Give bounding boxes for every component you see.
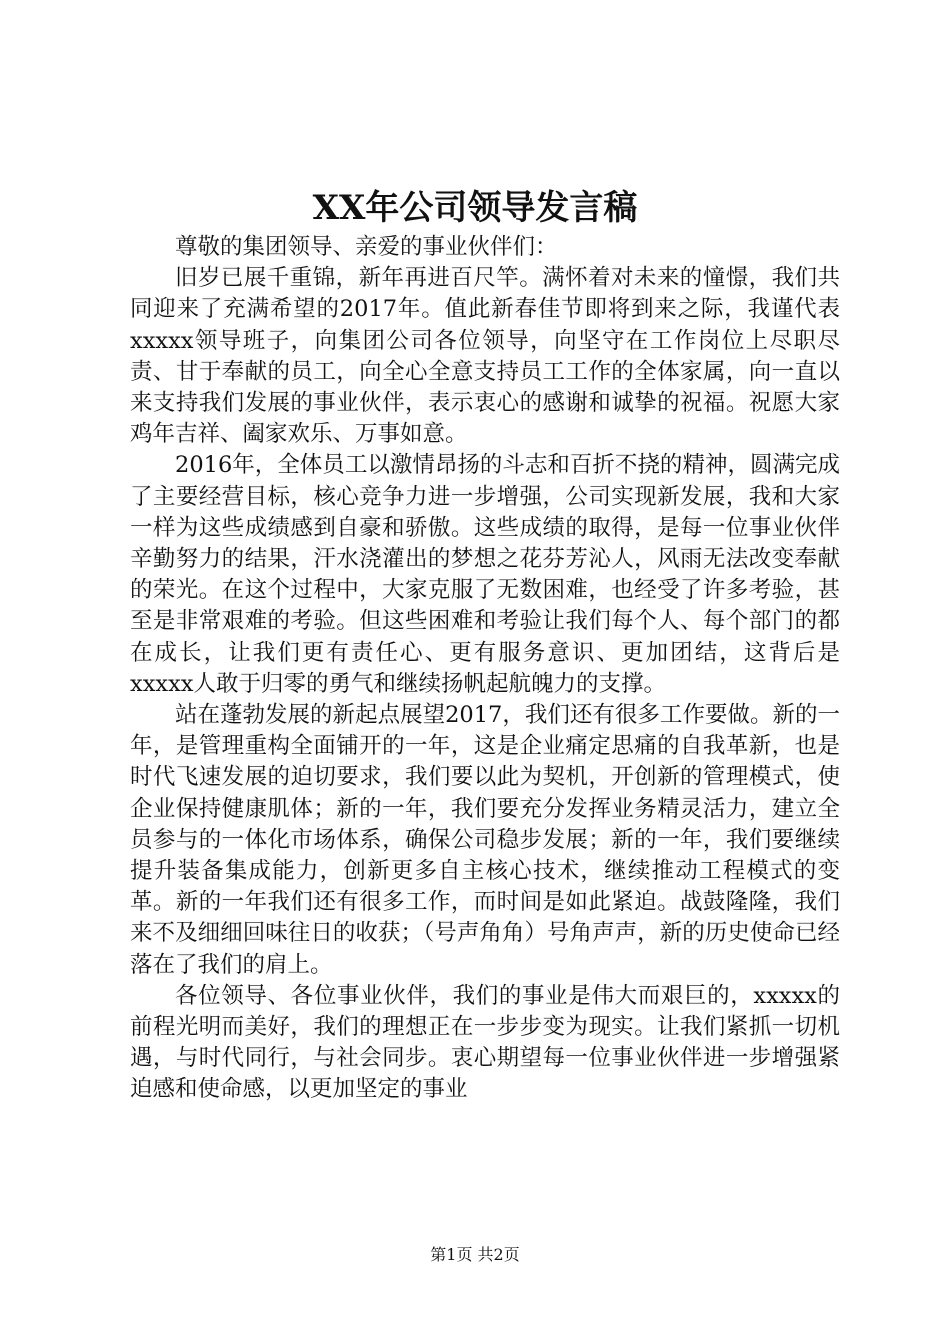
paragraph: 站在蓬勃发展的新起点展望2017，我们还有很多工作要做。新的一年，是管理重构全面铺开的一年，这是企业痛定思痛的自我革新，也是时代飞速发展的迫切要求，我们要以此为契机，开创新的管理模式，使企业保持健康肌体；新的一年，我们要充分发挥业务精灵活力，建立全员参与的一体化市场体系，确保公司稳步发展；新的一年，我们要继续提升装备集成能力，创新更多自主核心技术，继续推动工程模式的变革。新的一年我们还有很多工作，而时间是如此紧迫。战鼓隆隆，我们来不及细细回味往日的收获；（号声角角）号角声声，新的历史使命已经落在了我们的肩上。 xyxy=(130,702,840,978)
paragraph: 旧岁已展千重锦，新年再进百尺竿。满怀着对未来的憧憬，我们共同迎来了充满希望的2017年。值此新春佳节即将到来之际，我谨代表xxxxx领导班子，向集团公司各位领导，向坚守在工作岗位上尽职尽责、甘于奉献的员工，向全心全意支持员工工作的全体家属，向一直以来支持我们发展的事业伙伴，表示衷心的感谢和诚挚的祝福。祝愿大家鸡年吉祥、阖家欢乐、万事如意。 xyxy=(130,265,840,448)
document-title: XX年公司领导发言稿 xyxy=(312,188,638,228)
page-footer xyxy=(0,1244,950,1266)
document-body xyxy=(130,232,840,1106)
paragraph: 2016年，全体员工以激情昂扬的斗志和百折不挠的精神，圆满完成了主要经营目标，核心竞争力进一步增强，公司实现新发展，我和大家一样为这些成绩感到自豪和骄傲。这些成绩的取得，是每一位事业伙伴辛勤努力的结果，汗水浇灌出的梦想之花芬芳沁人，风雨无法改变奉献的荣光。在这个过程中，大家克服了无数困难，也经受了许多考验，甚至是非常艰难的考验。但这些困难和考验让我们每个人、每个部门的都在成长，让我们更有责任心、更有服务意识、更加团结，这背后是xxxxx人敢于归零的勇气和继续扬帆起航魄力的支撑。 xyxy=(130,452,840,697)
paragraph: 各位领导、各位事业伙伴，我们的事业是伟大而艰巨的，xxxxx的前程光明而美好，我们的理想正在一步步变为现实。让我们紧抓一切机遇，与时代同行，与社会同步。衷心期望每一位事业伙伴进一步增强紧迫感和使命感，以更加坚定的事业 xyxy=(130,982,840,1103)
page-indicator: 第1页 共2页 xyxy=(430,1245,520,1264)
salutation: 尊敬的集团领导、亲爱的事业伙伴们： xyxy=(175,234,558,260)
